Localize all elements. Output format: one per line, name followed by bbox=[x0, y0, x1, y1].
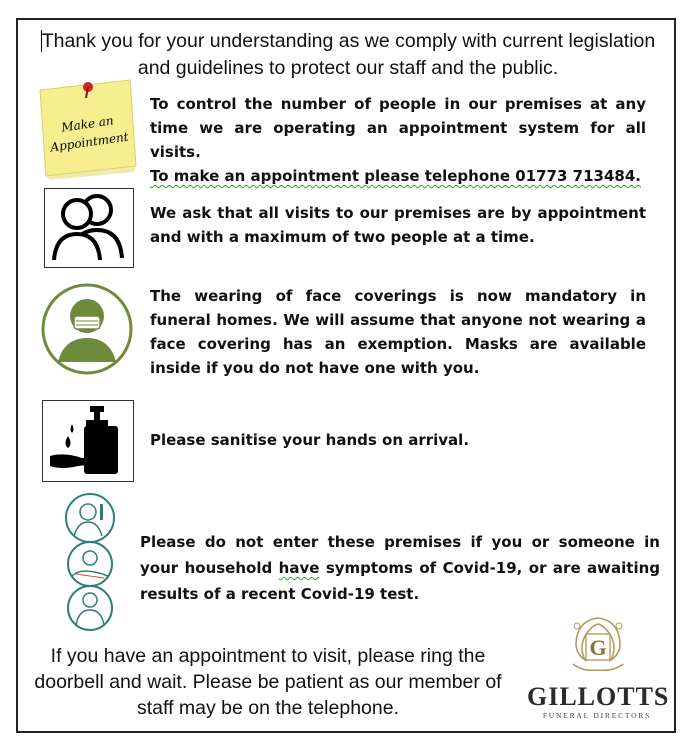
visits-paragraph: We ask that all visits to our premises are by appointment and with a maximum of two people at a time. bbox=[150, 204, 646, 246]
sticky-note-pin-icon bbox=[30, 72, 142, 184]
face-mask-person-icon bbox=[40, 282, 134, 376]
logo-subtitle: FUNERAL DIRECTORS bbox=[542, 711, 652, 720]
intro-line-1: Thank you for your understanding as we comply with current legislation bbox=[41, 30, 656, 52]
footer-text: If you have an appointment to visit, please ring the doorbell and wait. Please be patient as our member of staff may be on the telephone. bbox=[34, 645, 502, 719]
face-covering-paragraph: The wearing of face coverings is now mandatory in funeral homes. We will assume that anyone not wearing a face covering has an exemption. Masks are available inside if you do not have one with you. bbox=[150, 287, 646, 377]
appointment-phone: To make an appointment please telephone 01773 713484. bbox=[150, 167, 641, 185]
sticky-note-text-1: Make an bbox=[60, 113, 115, 135]
appointment-paragraph: To control the number of people in our premises at any time we are operating an appointment system for all visits. To make an appointment please telephone 01773 713484. bbox=[150, 95, 646, 185]
symptoms-paragraph: Please do not enter these premises if you or someone in your household have symptoms of Covid-19, or are awaiting results of a recent Covid-19 test. bbox=[140, 533, 661, 603]
logo-monogram: G bbox=[589, 635, 607, 660]
hand-sanitiser-icon bbox=[42, 400, 134, 482]
sanitise-paragraph: Please sanitise your hands on arrival. bbox=[150, 431, 470, 449]
logo-name: GILLOTTS bbox=[527, 682, 670, 711]
gillotts-crest-logo bbox=[563, 612, 633, 682]
sticky-note-text-2: Appointment bbox=[49, 129, 130, 155]
intro-line-2: and guidelines to protect our staff and the public. bbox=[137, 57, 559, 79]
covid-symptoms-icon bbox=[58, 492, 122, 634]
two-people-icon bbox=[44, 188, 134, 268]
